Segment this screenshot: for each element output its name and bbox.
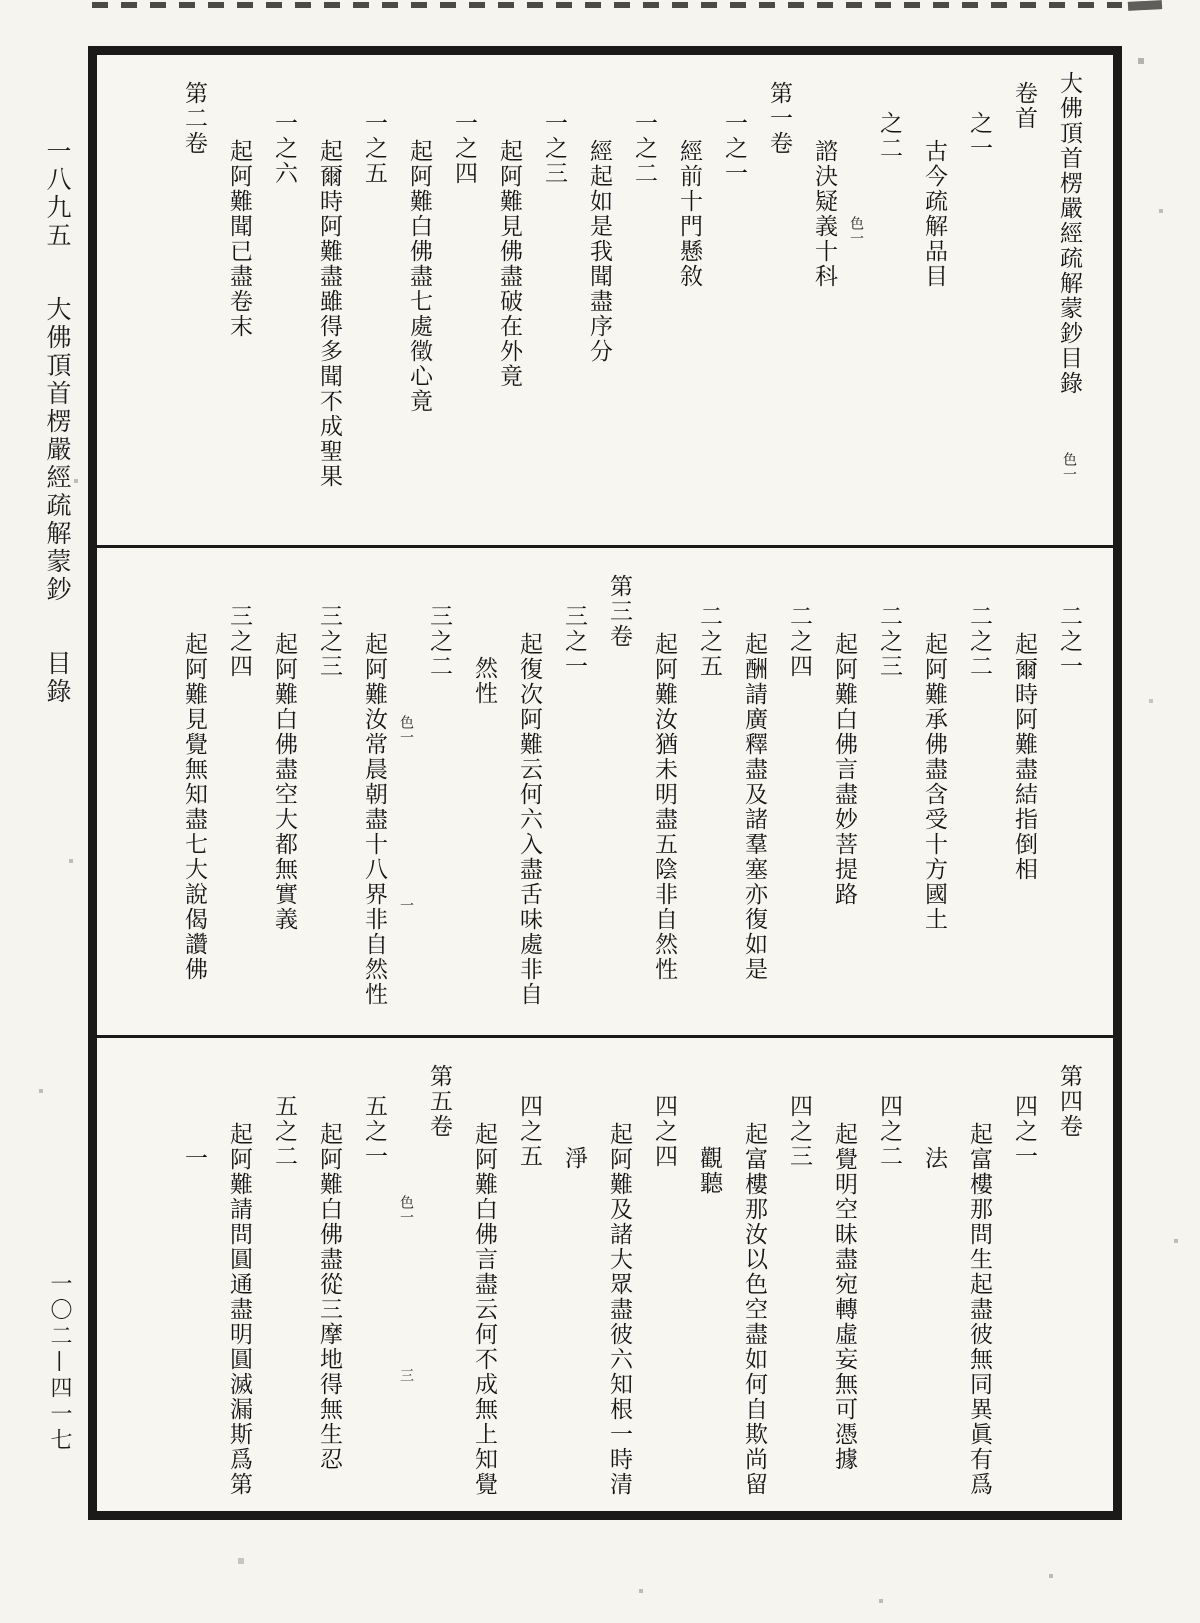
toc-column-text: 二之二 (966, 604, 992, 679)
toc-column-text: 第二卷 (181, 81, 207, 156)
toc-column (641, 548, 686, 982)
toc-column-text: 起富樓那汝以色空盡如何自欺尚留 (741, 1122, 767, 1497)
toc-column (1046, 548, 1091, 679)
toc-column-text: 一之三 (541, 111, 567, 186)
toc-column (216, 55, 261, 339)
toc-column (306, 55, 351, 489)
toc-column (666, 55, 711, 289)
toc-column (506, 1038, 551, 1169)
toc-column (171, 1038, 216, 1171)
toc-column (216, 1038, 261, 1497)
toc-column-text: 之一 (966, 111, 992, 161)
toc-column-text: 五之一 (361, 1094, 387, 1169)
toc-column (911, 55, 956, 289)
toc-locator-note: 一 (398, 898, 414, 913)
toc-column-text: 起爾時阿難盡雖得多聞不成聖果 (316, 139, 342, 489)
toc-column (731, 548, 776, 982)
toc-locator-note: 色一 (848, 216, 864, 246)
toc-column-text: 二之一 (1056, 604, 1082, 679)
margin-book-title: 大佛頂首楞嚴經疏解蒙鈔 (43, 296, 72, 604)
toc-column (866, 55, 911, 161)
toc-column-text: 起阿難白佛盡空大都無實義 (271, 632, 297, 932)
toc-column-text: 五之二 (271, 1094, 297, 1169)
toc-column-text: 然性 (471, 656, 497, 706)
toc-column (461, 548, 506, 706)
toc-column (596, 1038, 641, 1497)
toc-column-text: 起阿難及諸大眾盡彼六知根一時清 (606, 1122, 632, 1497)
toc-column (801, 55, 846, 289)
toc-column (351, 1038, 396, 1169)
toc-column (911, 548, 956, 932)
toc-locator-note: 色一 (398, 1195, 414, 1225)
toc-column-text: 古今疏解品目 (921, 139, 947, 289)
toc-column-text: 第五卷 (426, 1064, 452, 1139)
margin-header (28, 138, 86, 706)
toc-column (171, 548, 216, 982)
toc-column-text: 一 (181, 1146, 207, 1171)
toc-column (506, 548, 551, 1007)
toc-column (1001, 55, 1046, 131)
toc-column (531, 55, 576, 186)
toc-column (486, 55, 531, 389)
toc-band-2 (97, 545, 1113, 1035)
toc-column-text: 經前十門懸敘 (676, 139, 702, 289)
toc-column-text: 二之三 (876, 604, 902, 679)
toc-column (551, 1038, 596, 1171)
toc-column (576, 55, 621, 364)
toc-locator-note: 色一 (398, 715, 414, 745)
toc-column-text: 一之五 (361, 111, 387, 186)
toc-column (866, 548, 911, 679)
toc-column-text: 第三卷 (606, 574, 632, 649)
toc-column-text: 一之二 (631, 111, 657, 186)
toc-column-text: 起阿難見佛盡破在外竟 (496, 139, 522, 389)
toc-column (776, 548, 821, 679)
toc-column (351, 55, 396, 186)
toc-note-column (396, 548, 416, 1035)
margin-section-label: 目錄 (43, 650, 72, 706)
toc-column (216, 548, 261, 679)
margin-volume-number: 一八九五 (43, 138, 72, 250)
toc-column-text: 一之四 (451, 111, 477, 186)
toc-column-text: 起阿難聞已盡卷末 (226, 139, 252, 339)
toc-column (911, 1038, 956, 1171)
toc-column-text: 三之一 (561, 604, 587, 679)
toc-column-text: 法 (921, 1146, 947, 1171)
toc-column-text: 四之五 (516, 1094, 542, 1169)
toc-column (1001, 1038, 1046, 1169)
toc-band-1 (97, 55, 1113, 545)
toc-column-text: 觀聽 (696, 1146, 722, 1196)
toc-column-text: 淨 (561, 1146, 587, 1171)
toc-column (306, 1038, 351, 1472)
toc-column (261, 1038, 306, 1169)
toc-locator-note: 三 (398, 1368, 414, 1383)
toc-column-text: 起阿難見覺無知盡七大說偈讚佛 (181, 632, 207, 982)
toc-note-column (846, 55, 866, 545)
toc-column-text: 諮決疑義十科 (811, 139, 837, 289)
scan-specks (0, 0, 2, 2)
toc-column (686, 548, 731, 679)
toc-column (1046, 1038, 1091, 1139)
toc-column-text: 第四卷 (1056, 1064, 1082, 1139)
toc-column (731, 1038, 776, 1497)
toc-column (621, 55, 666, 186)
toc-column (956, 1038, 1001, 1497)
toc-column-text: 四之二 (876, 1094, 902, 1169)
toc-band-3 (97, 1035, 1113, 1511)
toc-column-text: 二之五 (696, 604, 722, 679)
toc-column-text: 卷首 (1011, 81, 1037, 131)
scan-artifact-dashed-line (92, 2, 1122, 8)
toc-column-text: 經起如是我聞盡序分 (586, 139, 612, 364)
toc-column (306, 548, 351, 679)
toc-column (351, 548, 396, 1007)
toc-column (461, 1038, 506, 1497)
toc-column (596, 548, 641, 649)
toc-column (821, 1038, 866, 1472)
toc-column-text: 大佛頂首楞嚴經疏解蒙鈔目錄 (1056, 71, 1082, 396)
toc-column (776, 1038, 821, 1169)
toc-column (396, 55, 441, 414)
toc-column-text: 二之四 (786, 604, 812, 679)
toc-column-text: 四之三 (786, 1094, 812, 1169)
toc-column (956, 55, 1001, 161)
toc-column (866, 1038, 911, 1169)
toc-column (1046, 55, 1091, 482)
toc-column-text: 起阿難承佛盡含受十方國土 (921, 632, 947, 932)
toc-column-text: 起富樓那問生起盡彼無同異眞有爲 (966, 1122, 992, 1497)
toc-column (1001, 548, 1046, 882)
toc-column-text: 一之一 (721, 111, 747, 186)
text-frame (88, 46, 1122, 1520)
toc-column-text: 起阿難白佛言盡云何不成無上知覺 (471, 1122, 497, 1497)
toc-column-text: 起爾時阿難盡結指倒相 (1011, 632, 1037, 882)
toc-column-text: 三之三 (316, 604, 342, 679)
toc-column (261, 55, 306, 186)
toc-column-text: 四之一 (1011, 1094, 1037, 1169)
toc-column-text: 三之二 (426, 604, 452, 679)
toc-column-text: 三之四 (226, 604, 252, 679)
toc-column-text: 一之六 (271, 111, 297, 186)
toc-column (821, 548, 866, 907)
toc-column-text: 四之四 (651, 1094, 677, 1169)
toc-column (171, 55, 216, 156)
toc-column-text: 起阿難白佛盡七處徵心竟 (406, 139, 432, 414)
toc-column-text: 起阿難白佛盡從三摩地得無生忍 (316, 1122, 342, 1472)
toc-column (756, 55, 801, 156)
scan-artifact-blob (1128, 0, 1162, 11)
margin-page-locator: 一〇二—四一七 (47, 1272, 72, 1454)
toc-column (441, 55, 486, 186)
toc-column-text: 第一卷 (766, 81, 792, 156)
toc-column (416, 1038, 461, 1139)
toc-column-text: 起酬請廣釋盡及諸羣塞亦復如是 (741, 632, 767, 982)
toc-locator-note: 色一 (1061, 452, 1077, 482)
toc-note-column (396, 1038, 416, 1511)
toc-column-text: 起阿難白佛言盡妙菩提路 (831, 632, 857, 907)
toc-column (261, 548, 306, 932)
toc-column (686, 1038, 731, 1196)
toc-column-text: 之二 (876, 111, 902, 161)
toc-column (641, 1038, 686, 1169)
toc-column (551, 548, 596, 679)
toc-column-text: 起阿難請問圓通盡明圓滅漏斯爲第 (226, 1122, 252, 1497)
toc-column (416, 548, 461, 679)
toc-column-text: 起阿難汝猶未明盡五陰非自然性 (651, 632, 677, 982)
toc-column-text: 起復次阿難云何六入盡舌味處非自 (516, 632, 542, 1007)
toc-column (956, 548, 1001, 679)
toc-column-text: 起覺明空昧盡宛轉虛妄無可憑據 (831, 1122, 857, 1472)
toc-column-text: 起阿難汝常晨朝盡十八界非自然性 (361, 632, 387, 1007)
toc-column (711, 55, 756, 186)
